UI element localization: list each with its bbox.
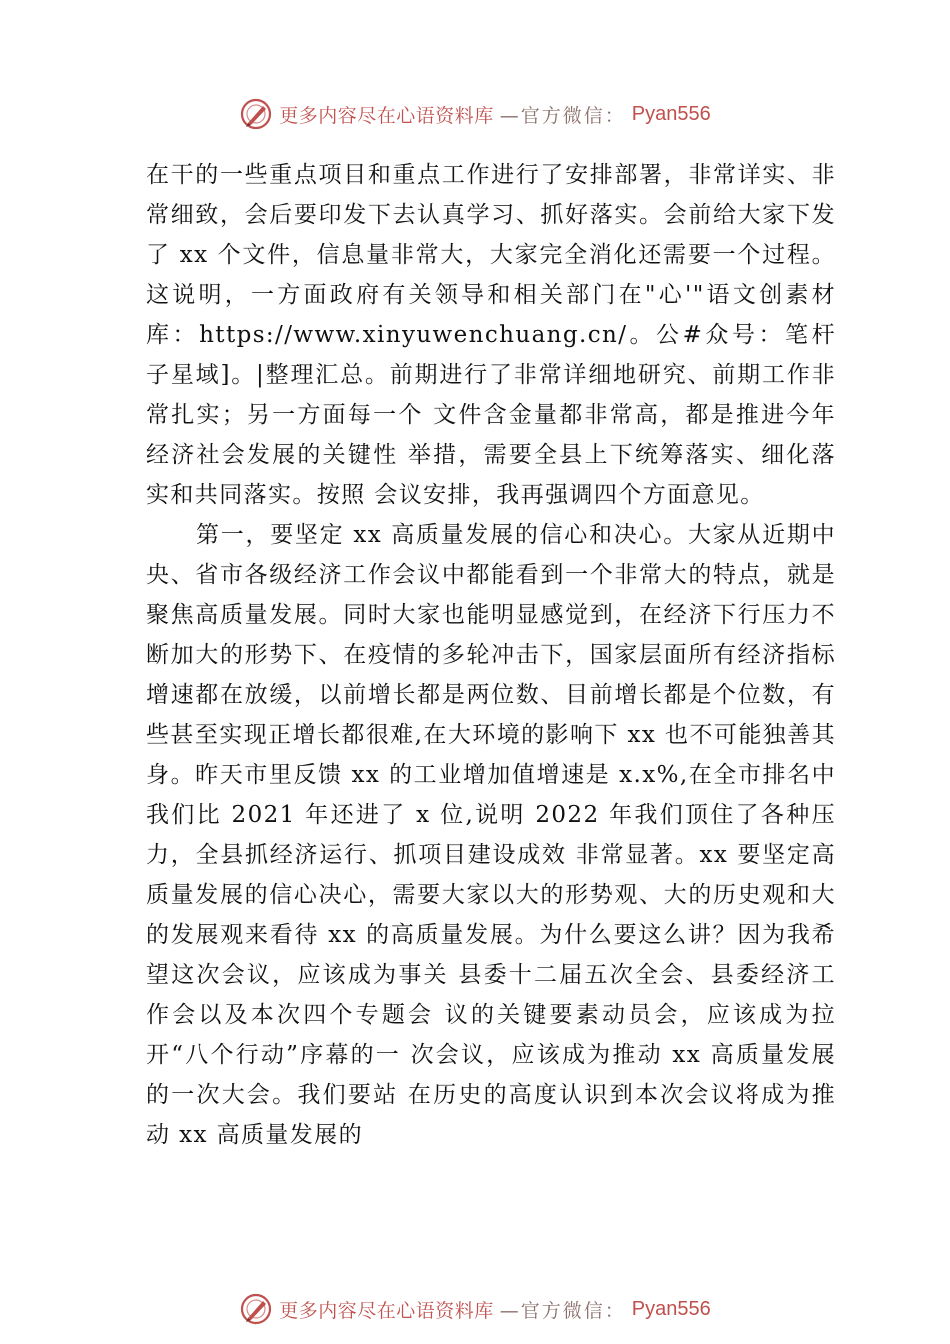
- banner-title: 更多内容尽在心语资料库: [279, 104, 494, 127]
- footer-banner: [0, 1289, 950, 1329]
- document-body: [146, 155, 836, 1155]
- banner-wechat-label: —官方微信：: [499, 1299, 626, 1322]
- pen-logo-icon: [239, 97, 273, 131]
- banner-wechat-label: —官方微信：: [499, 104, 626, 127]
- paragraph-2: 第一，要坚定 xx 高质量发展的信心和决心。大家从近期中央、省市各级经济工作会议中都能看到一个非常大的特点，就是聚焦高质量发展。同时大家也能明显感觉到，在经济下行压力不断加大的形势下、在疫情的多轮冲击下，国家层面所有经济指标增速都在放缓，以前增长都是两位数、目前增长都是个位数，有些甚至实现正增长都很难,在大环境的影响下 xx 也不可能独善其身。昨天市里反馈 xx 的工业增加值增速是 x.x%,在全市排名中我们比 2021 年还进了 x 位,说明 2022 年我们顶住了各种压力，全县抓经济运行、抓项目建设成效 非常显著。xx 要坚定高质量发展的信心决心，需要大家以大的形势观、大的历史观和大的发展观来看待 xx 的高质量发展。为什么要这么讲？因为我希望这次会议，应该成为事关 县委十二届五次全会、县委经济工作会以及本次四个专题会 议的关键要素动员会，应该成为拉开“八个行动”序幕的一 次会议，应该成为推动 xx 高质量发展的一次大会。我们要站 在历史的高度认识到本次会议将成为推动 xx 高质量发展的: [146, 522, 836, 1148]
- banner-title: 更多内容尽在心语资料库: [279, 1299, 494, 1322]
- header-banner: [0, 94, 950, 134]
- banner-wechat-id: Pyan556: [631, 1297, 711, 1320]
- pen-logo-icon: [239, 1292, 273, 1326]
- banner-wechat-id: Pyan556: [631, 102, 711, 125]
- paragraph-1: 在干的一些重点项目和重点工作进行了安排部署，非常详实、非常细致，会后要印发下去认真学习、抓好落实。会前给大家下发了 xx 个文件，信息量非常大，大家完全消化还需要一个过程。这说明，一方面政府有关领导和相关部门在"心'"语文创素材库：https://www.xinyuwenchuang.cn/。公#众号：笔杆子星域]。|整理汇总。前期进行了非常详细地研究、前期工作非常扎实；另一方面每一个 文件含金量都非常高，都是推进今年经济社会发展的关键性 举措，需要全县上下统筹落实、细化落实和共同落实。按照 会议安排，我再强调四个方面意见。: [146, 162, 836, 508]
